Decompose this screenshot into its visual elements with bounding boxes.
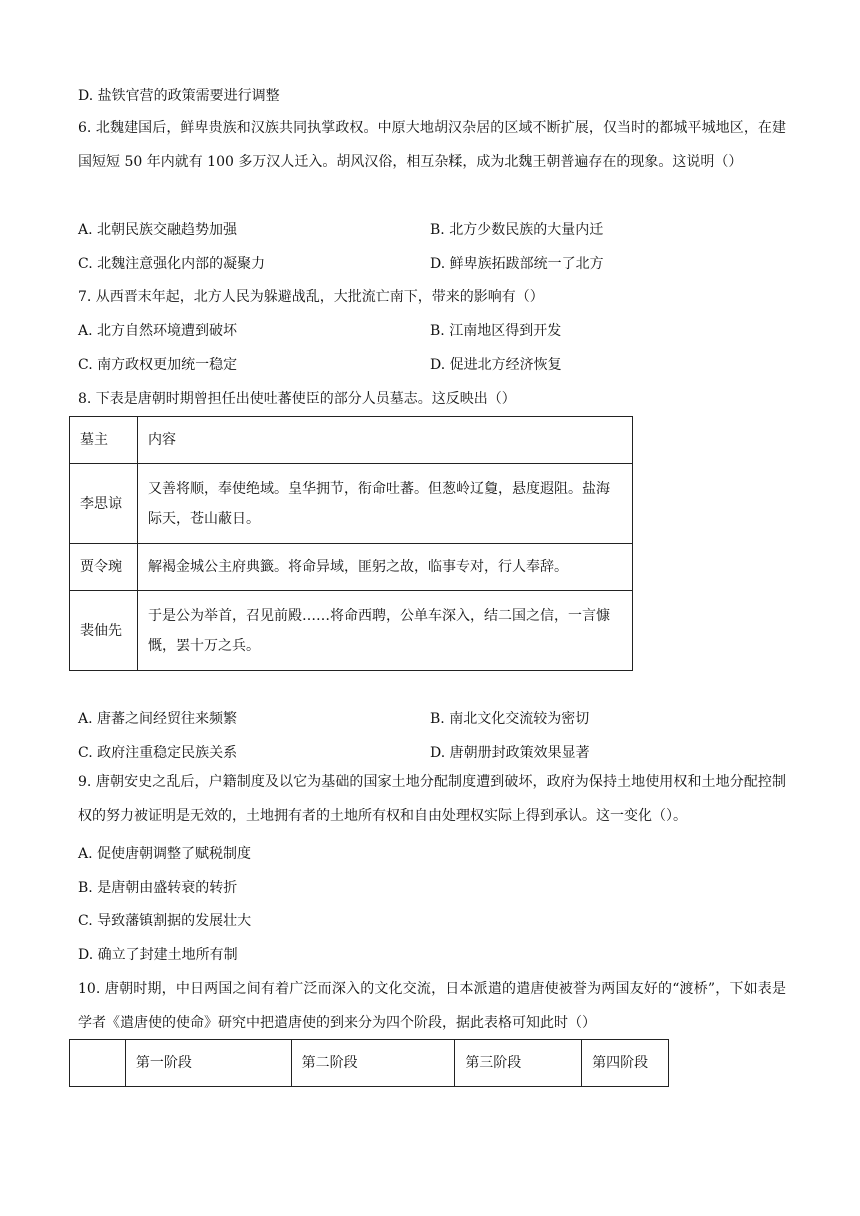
table-cell-name: 裴伷先 (70, 591, 138, 671)
table-cell-content: 又善将顺，奉使绝域。皇华拥节，衔命吐蕃。但葱岭辽敻，悬度遐阻。盐海际天，苍山蔽日。 (138, 464, 633, 544)
q7-option-c: C. 南方政权更加统一稳定 (78, 357, 238, 373)
q6-option-a: A. 北朝民族交融趋势加强 (78, 222, 238, 238)
q8-option-b: B. 南北文化交流较为密切 (430, 711, 590, 727)
table-header-cell: 第四阶段 (582, 1040, 669, 1087)
q5-option-d: D. 盐铁官营的政策需要进行调整 (78, 88, 280, 104)
q8-stem: 8. 下表是唐朝时期曾担任出使吐蕃使臣的部分人员墓志。这反映出（） (78, 391, 516, 407)
q6-option-d: D. 鲜卑族拓跋部统一了北方 (430, 256, 604, 272)
table-cell-name: 李思谅 (70, 464, 138, 544)
table-header-cell: 第一阶段 (125, 1040, 291, 1087)
q10-stem: 10. 唐朝时期，中日两国之间有着广泛而深入的文化交流，日本派遣的遣唐使被誉为两国友好的“渡桥”，下如表是学者《遣唐使的使命》研究中把遣唐使的到来分为四个阶段，据此表格可知此时（） (78, 981, 786, 1031)
table-header-cell (70, 1040, 126, 1087)
table-row (70, 591, 633, 671)
table-cell-content: 解褐金城公主府典籤。将命异域，匪躬之故，临事专对，行人奉辞。 (138, 544, 633, 591)
table-row (70, 464, 633, 544)
q6-stem: 6. 北魏建国后，鲜卑贵族和汉族共同执掌政权。中原大地胡汉杂居的区域不断扩展，仅当时的都城平城地区，在建国短短 50 年内就有 100 多万汉人迁入。胡风汉俗，相互杂糅，成为北魏王朝普遍存在的现象。这说明（） (78, 120, 786, 170)
q9-option-d: D. 确立了封建土地所有制 (78, 947, 238, 963)
q9-stem: 9. 唐朝安史之乱后，户籍制度及以它为基础的国家土地分配制度遭到破坏，政府为保持土地使用权和土地分配控制权的努力被证明是无效的，土地拥有者的土地所有权和自由处理权实际上得到承认。这一变化（）。 (78, 774, 786, 824)
q9-option-c: C. 导致藩镇割据的发展壮大 (78, 913, 252, 929)
table-cell-content: 于是公为举首，召见前殿……将命西聘，公单车深入，结二国之信，一言慷慨，罢十万之兵。 (138, 591, 633, 671)
table-header-row (70, 417, 633, 464)
q8-option-d: D. 唐朝册封政策效果显著 (430, 745, 590, 761)
q7-option-b: B. 江南地区得到开发 (430, 323, 562, 339)
table-cell-name: 贾令琬 (70, 544, 138, 591)
q6-option-c: C. 北魏注意强化内部的凝聚力 (78, 256, 266, 272)
q9-option-b: B. 是唐朝由盛转衰的转折 (78, 880, 238, 896)
q9-option-a: A. 促使唐朝调整了赋税制度 (78, 846, 252, 862)
table-header-cell: 第三阶段 (455, 1040, 582, 1087)
q8-option-a: A. 唐蕃之间经贸往来频繁 (78, 711, 238, 727)
table-row (70, 544, 633, 591)
q7-option-a: A. 北方自然环境遭到破坏 (78, 323, 238, 339)
table-header-cell: 第二阶段 (291, 1040, 455, 1087)
q6-option-b: B. 北方少数民族的大量内迁 (430, 222, 604, 238)
table-header-row (70, 1040, 669, 1087)
q7-option-d: D. 促进北方经济恢复 (430, 357, 562, 373)
q8-option-c: C. 政府注重稳定民族关系 (78, 745, 238, 761)
q10-table (69, 1039, 669, 1087)
q8-table (69, 416, 633, 671)
table-header-cell: 墓主 (70, 417, 138, 464)
q7-stem: 7. 从西晋末年起，北方人民为躲避战乱，大批流亡南下，带来的影响有（） (78, 289, 544, 305)
table-header-cell: 内容 (138, 417, 633, 464)
